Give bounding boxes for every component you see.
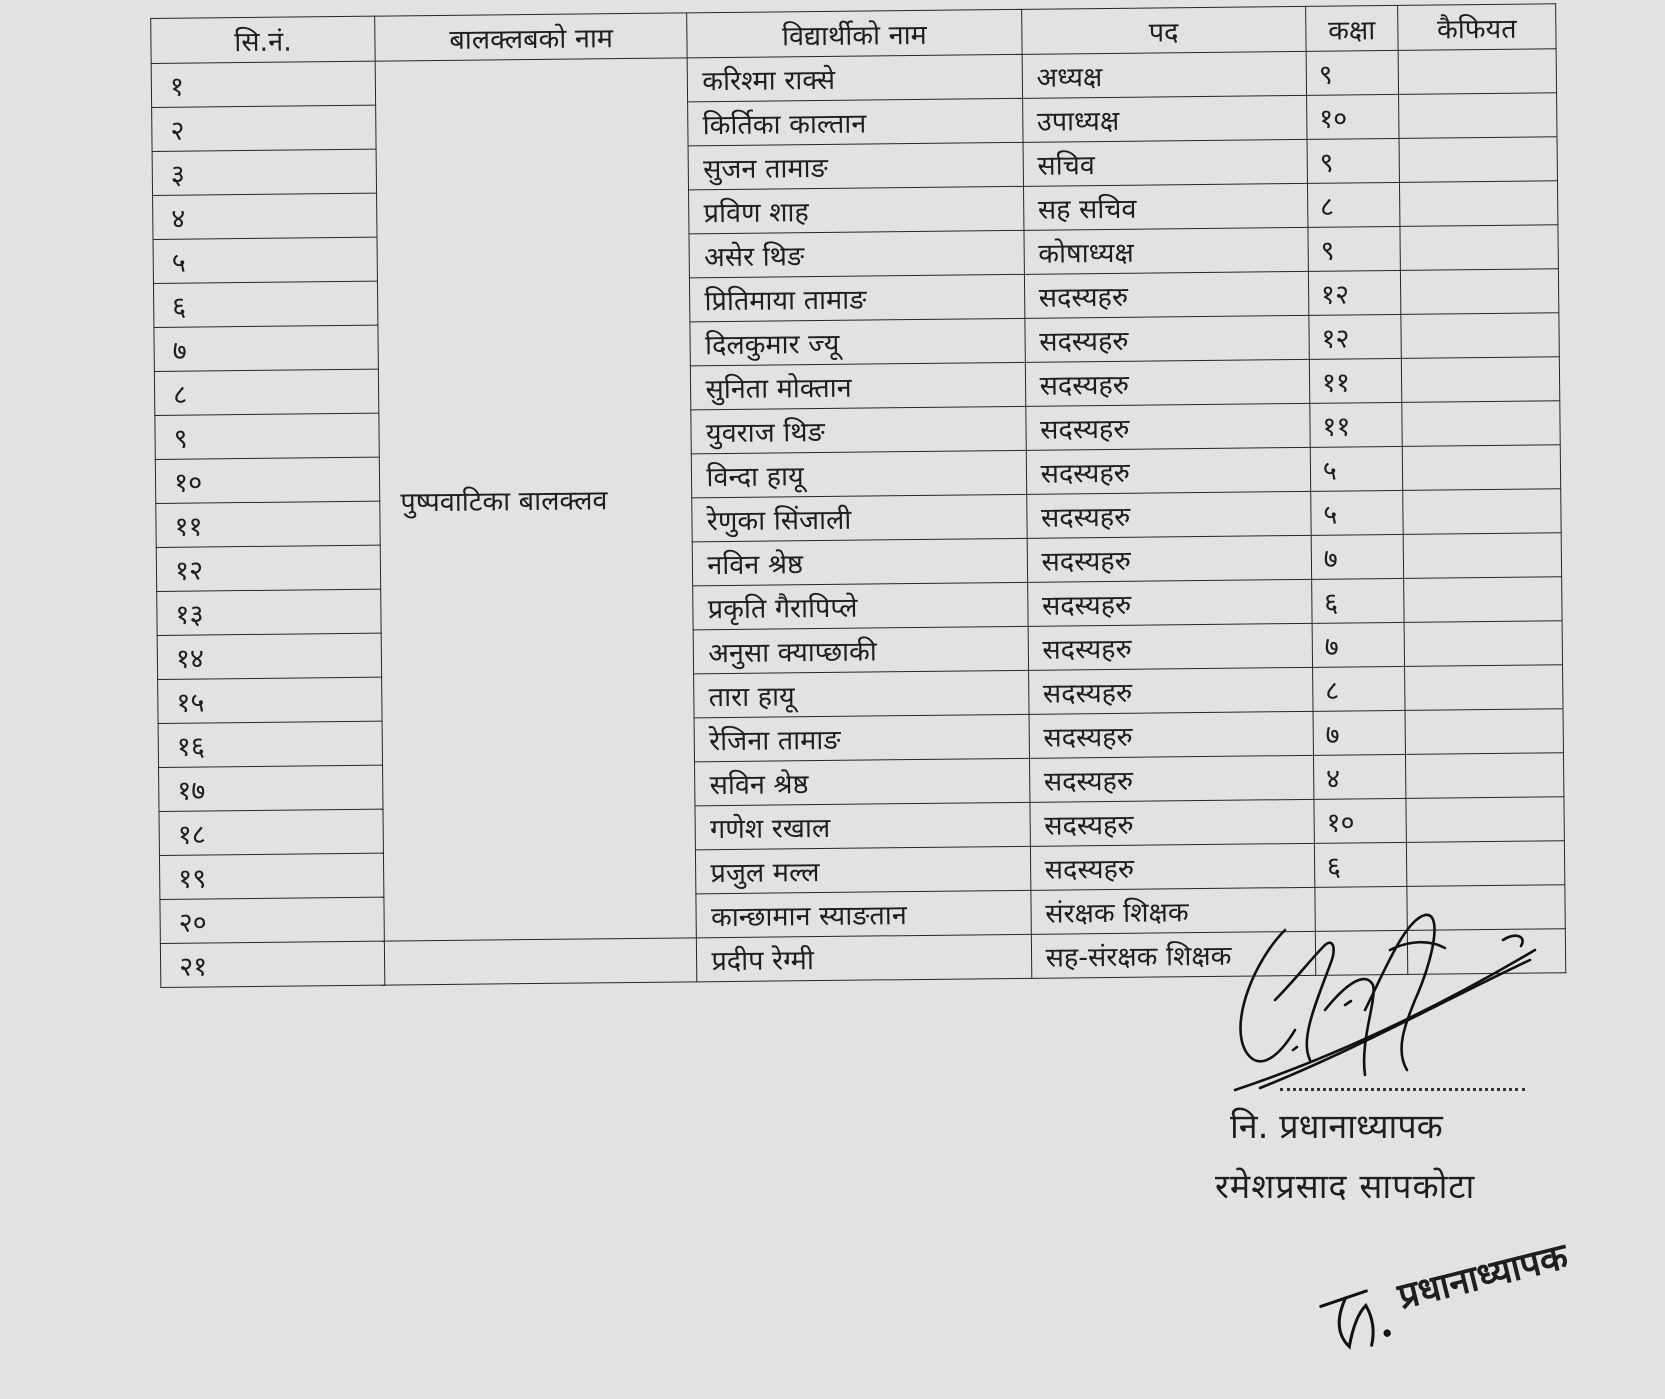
signature-dotted-line xyxy=(1280,1088,1525,1091)
club-name-empty-cell xyxy=(385,938,698,985)
header-grade: कक्षा xyxy=(1305,5,1398,51)
grade-cell: ९ xyxy=(1307,138,1400,183)
student-name-cell: प्रविण शाह xyxy=(689,186,1024,233)
grade-cell: १० xyxy=(1314,798,1407,843)
student-name-cell: प्रकृति गैरापिप्ले xyxy=(693,582,1028,629)
serial-no-cell: १२ xyxy=(156,545,381,591)
post-cell: सदस्यहरु xyxy=(1026,491,1311,538)
post-cell: सचिव xyxy=(1023,139,1308,186)
serial-no-cell: ५ xyxy=(153,237,378,283)
serial-no-cell: १४ xyxy=(157,633,382,679)
post-cell: सदस्यहरु xyxy=(1029,711,1314,758)
student-name-cell: करिश्मा राक्से xyxy=(688,54,1023,101)
post-cell: सह-संरक्षक शिक्षक xyxy=(1031,931,1316,978)
header-serial-no: सि.नं. xyxy=(151,16,376,63)
header-remarks: कैफियत xyxy=(1397,4,1556,51)
remarks-cell xyxy=(1403,577,1562,623)
student-name-cell: सुनिता मोक्तान xyxy=(691,362,1026,409)
handwritten-signature xyxy=(1215,890,1555,1100)
post-cell: सदस्यहरु xyxy=(1028,623,1313,670)
post-cell: सदस्यहरु xyxy=(1030,843,1315,890)
club-name-cell: पुष्पवाटिका बालक्लव xyxy=(375,58,696,941)
post-cell: सदस्यहरु xyxy=(1029,755,1314,802)
remarks-cell xyxy=(1398,93,1557,139)
post-cell: सदस्यहरु xyxy=(1027,535,1312,582)
grade-cell: १२ xyxy=(1309,314,1402,359)
student-name-cell: अनुसा क्याप्छाकी xyxy=(694,626,1029,673)
signatory-name: रमेशप्रसाद सापकोटा xyxy=(1215,1167,1476,1207)
student-name-cell: विन्दा हायू xyxy=(692,450,1027,497)
grade-cell: १२ xyxy=(1308,270,1401,315)
post-cell: सदस्यहरु xyxy=(1030,799,1315,846)
post-cell: सदस्यहरु xyxy=(1024,271,1309,318)
grade-cell: ९ xyxy=(1308,226,1401,271)
post-cell: कोषाध्यक्ष xyxy=(1024,227,1309,274)
post-cell: सदस्यहरु xyxy=(1025,403,1310,450)
grade-cell: ७ xyxy=(1313,710,1406,755)
serial-no-cell: ८ xyxy=(154,369,379,415)
signature-block xyxy=(1215,890,1635,1210)
serial-no-cell: १८ xyxy=(159,809,384,855)
student-name-cell: सुजन तामाङ xyxy=(688,142,1023,189)
student-name-cell: रेजिना तामाङ xyxy=(694,714,1029,761)
post-cell: सदस्यहरु xyxy=(1028,667,1313,714)
stamp-title: प्रधानाध्यापक xyxy=(1394,1235,1572,1318)
student-name-cell: तारा हायू xyxy=(694,670,1029,717)
remarks-cell xyxy=(1404,665,1563,711)
post-cell: सदस्यहरु xyxy=(1026,447,1311,494)
remarks-cell xyxy=(1406,797,1565,843)
remarks-cell xyxy=(1399,137,1558,183)
grade-cell: ६ xyxy=(1311,578,1404,623)
post-cell: सह सचिव xyxy=(1023,183,1308,230)
grade-cell: ४ xyxy=(1313,754,1406,799)
grade-cell: ११ xyxy=(1310,402,1403,447)
serial-no-cell: १९ xyxy=(159,853,384,899)
grade-cell: ११ xyxy=(1309,358,1402,403)
grade-cell: ७ xyxy=(1312,622,1405,667)
remarks-cell xyxy=(1400,269,1559,315)
serial-no-cell: १० xyxy=(155,457,380,503)
remarks-cell xyxy=(1402,401,1561,447)
remarks-cell xyxy=(1406,841,1565,887)
remarks-cell xyxy=(1403,489,1562,535)
remarks-cell xyxy=(1398,49,1557,95)
header-student-name: विद्यार्थीको नाम xyxy=(687,9,1022,57)
student-name-cell: असेर थिङ xyxy=(689,230,1024,277)
post-cell: उपाध्यक्ष xyxy=(1022,95,1307,142)
student-name-cell: प्रितिमाया तामाङ xyxy=(690,274,1025,321)
document-sheet xyxy=(150,0,1570,1000)
student-name-cell: दिलकुमार ज्यू xyxy=(690,318,1025,365)
grade-cell: १० xyxy=(1306,94,1399,139)
serial-no-cell: १ xyxy=(151,61,376,107)
grade-cell: ६ xyxy=(1314,842,1407,887)
signatory-title: नि. प्रधानाध्यापक xyxy=(1230,1107,1443,1147)
post-cell: सदस्यहरु xyxy=(1024,315,1309,362)
post-cell: संरक्षक शिक्षक xyxy=(1030,887,1315,934)
serial-no-cell: ७ xyxy=(154,325,379,371)
serial-no-cell: २ xyxy=(152,105,377,151)
serial-no-cell: १६ xyxy=(158,721,383,767)
remarks-cell xyxy=(1401,357,1560,403)
grade-cell: ९ xyxy=(1306,50,1399,95)
remarks-cell xyxy=(1405,753,1564,799)
header-post: पद xyxy=(1021,6,1306,54)
student-name-cell: प्रजुल मल्ल xyxy=(696,846,1031,893)
student-name-cell: नविन श्रेष्ठ xyxy=(693,538,1028,585)
serial-no-cell: ११ xyxy=(156,501,381,547)
grade-cell: ८ xyxy=(1307,182,1400,227)
student-name-cell: प्रदीप रेग्मी xyxy=(697,934,1032,981)
serial-no-cell: ९ xyxy=(155,413,380,459)
stamp-prefix-handwriting xyxy=(1314,1279,1398,1360)
serial-no-cell: ६ xyxy=(153,281,378,327)
remarks-cell xyxy=(1404,621,1563,667)
serial-no-cell: ३ xyxy=(152,149,377,195)
grade-cell: ५ xyxy=(1310,446,1403,491)
remarks-cell xyxy=(1400,225,1559,271)
post-cell: अध्यक्ष xyxy=(1022,51,1307,98)
serial-no-cell: २० xyxy=(160,897,385,943)
post-cell: सदस्यहरु xyxy=(1027,579,1312,626)
student-name-cell: युवराज थिङ xyxy=(691,406,1026,453)
student-name-cell: कान्छामान स्याङतान xyxy=(696,890,1031,937)
student-name-cell: सविन श्रेष्ठ xyxy=(695,758,1030,805)
remarks-cell xyxy=(1401,313,1560,359)
table-body xyxy=(151,49,1566,988)
grade-cell: ५ xyxy=(1311,490,1404,535)
remarks-cell xyxy=(1405,709,1564,755)
grade-cell: ७ xyxy=(1311,534,1404,579)
serial-no-cell: १७ xyxy=(159,765,384,811)
serial-no-cell: १५ xyxy=(158,677,383,723)
remarks-cell xyxy=(1402,445,1561,491)
headmaster-stamp xyxy=(1309,1204,1622,1364)
student-name-cell: किर्तिका काल्तान xyxy=(688,98,1023,145)
post-cell: सदस्यहरु xyxy=(1025,359,1310,406)
serial-no-cell: २१ xyxy=(160,941,385,987)
grade-cell: ८ xyxy=(1312,666,1405,711)
club-members-table xyxy=(150,3,1566,988)
serial-no-cell: १३ xyxy=(157,589,382,635)
remarks-cell xyxy=(1399,181,1558,227)
student-name-cell: रेणुका सिंजाली xyxy=(692,494,1027,541)
header-club-name: बालक्लबको नाम xyxy=(375,13,688,61)
serial-no-cell: ४ xyxy=(153,193,378,239)
remarks-cell xyxy=(1403,533,1562,579)
student-name-cell: गणेश रखाल xyxy=(695,802,1030,849)
